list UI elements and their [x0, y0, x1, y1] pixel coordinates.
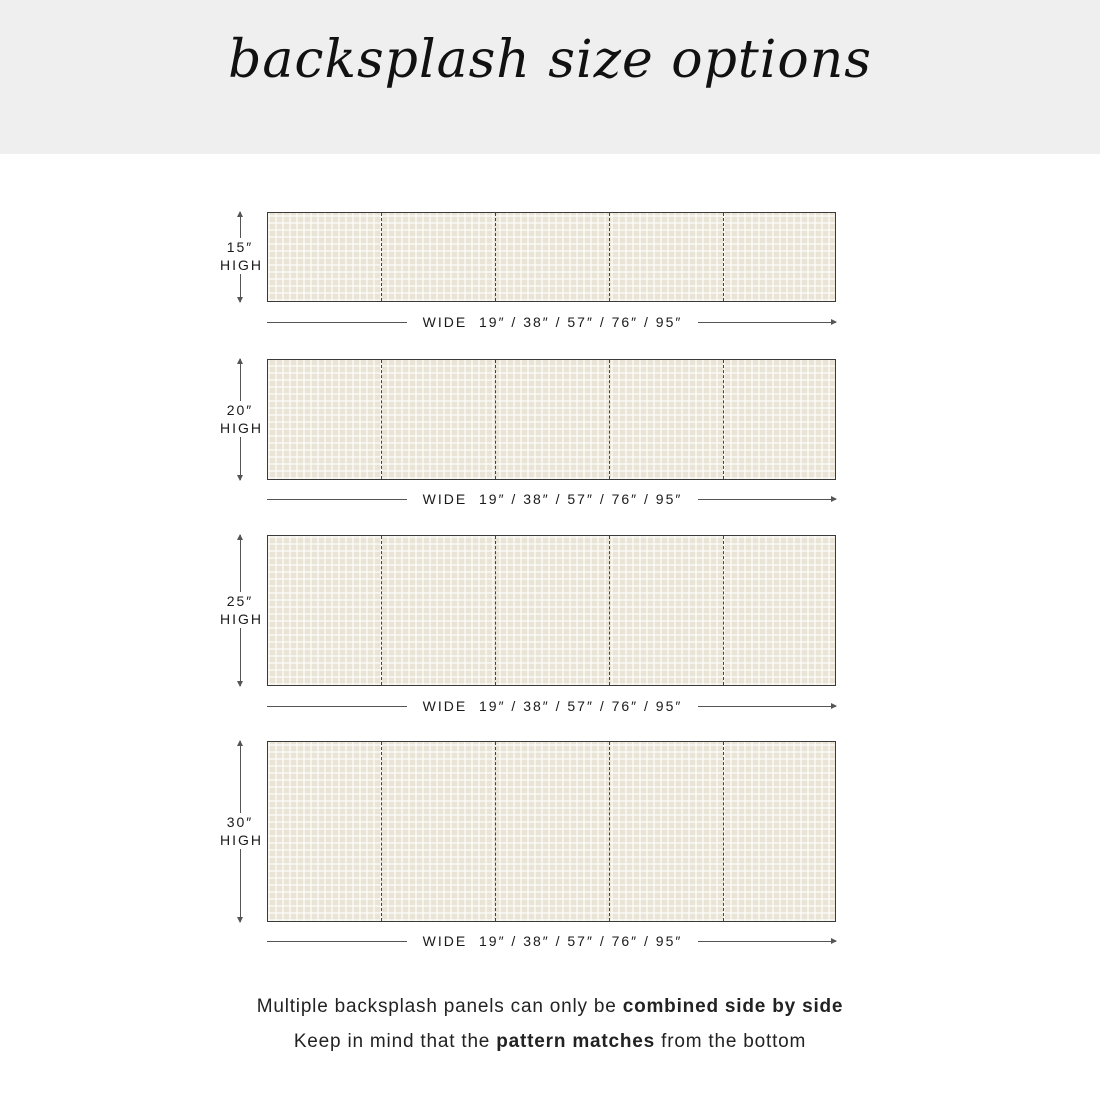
width-row	[267, 931, 836, 951]
panel-seam	[495, 213, 496, 301]
backsplash-panel-20	[267, 359, 836, 480]
note-line-1	[0, 996, 1100, 1018]
backsplash-panel-25	[267, 535, 836, 686]
width-arrow-left	[267, 706, 407, 707]
note-line-2	[0, 1031, 1100, 1053]
width-arrow-left	[267, 499, 407, 500]
height-label	[220, 592, 263, 628]
panel-seam	[723, 213, 724, 301]
note-1-bold: combined side by side	[622, 996, 844, 1017]
width-arrow-right	[698, 941, 836, 942]
width-word: WIDE	[422, 698, 468, 714]
height-value: 25″	[226, 593, 254, 609]
width-arrow-left	[267, 941, 407, 942]
panel-seam	[609, 360, 610, 479]
height-word: HIGH	[220, 257, 263, 273]
height-label	[220, 813, 263, 849]
backsplash-panel-15	[267, 212, 836, 302]
panel-seam	[381, 742, 382, 921]
width-word: WIDE	[422, 314, 468, 330]
height-value: 20″	[226, 402, 254, 418]
width-label	[407, 312, 698, 332]
panel-seam	[381, 213, 382, 301]
height-word: HIGH	[220, 611, 263, 627]
height-word: HIGH	[220, 420, 263, 436]
width-label	[407, 931, 698, 951]
width-word: WIDE	[422, 933, 468, 949]
width-label	[407, 489, 698, 509]
panel-seam	[609, 742, 610, 921]
height-label	[220, 401, 263, 437]
width-arrow-right	[698, 706, 836, 707]
height-value: 30″	[226, 814, 254, 830]
panel-seam	[495, 742, 496, 921]
panel-seam	[381, 360, 382, 479]
panel-seam	[723, 360, 724, 479]
backsplash-panel-30	[267, 741, 836, 922]
note-2-text-end: from the bottom	[655, 1031, 807, 1052]
width-values: 19″ / 38″ / 57″ / 76″ / 95″	[479, 314, 683, 330]
page-title: backsplash size options	[228, 30, 872, 90]
width-arrow-left	[267, 322, 407, 323]
panel-seam	[609, 213, 610, 301]
width-label	[407, 696, 698, 716]
panel-seam	[381, 536, 382, 685]
panel-seam	[723, 536, 724, 685]
width-row	[267, 696, 836, 716]
panel-seam	[495, 536, 496, 685]
width-word: WIDE	[422, 491, 468, 507]
panel-seam	[609, 536, 610, 685]
width-row	[267, 489, 836, 509]
panel-seam	[495, 360, 496, 479]
panel-seam	[723, 742, 724, 921]
width-arrow-right	[698, 322, 836, 323]
width-values: 19″ / 38″ / 57″ / 76″ / 95″	[479, 491, 683, 507]
width-values: 19″ / 38″ / 57″ / 76″ / 95″	[479, 698, 683, 714]
width-row	[267, 312, 836, 332]
width-values: 19″ / 38″ / 57″ / 76″ / 95″	[479, 933, 683, 949]
height-word: HIGH	[220, 832, 263, 848]
height-value: 15″	[226, 239, 254, 255]
width-arrow-right	[698, 499, 836, 500]
note-1-text: Multiple backsplash panels can only be	[256, 996, 623, 1017]
height-label	[220, 238, 263, 274]
note-2-text: Keep in mind that the	[293, 1031, 497, 1052]
note-2-bold: pattern matches	[496, 1031, 656, 1052]
